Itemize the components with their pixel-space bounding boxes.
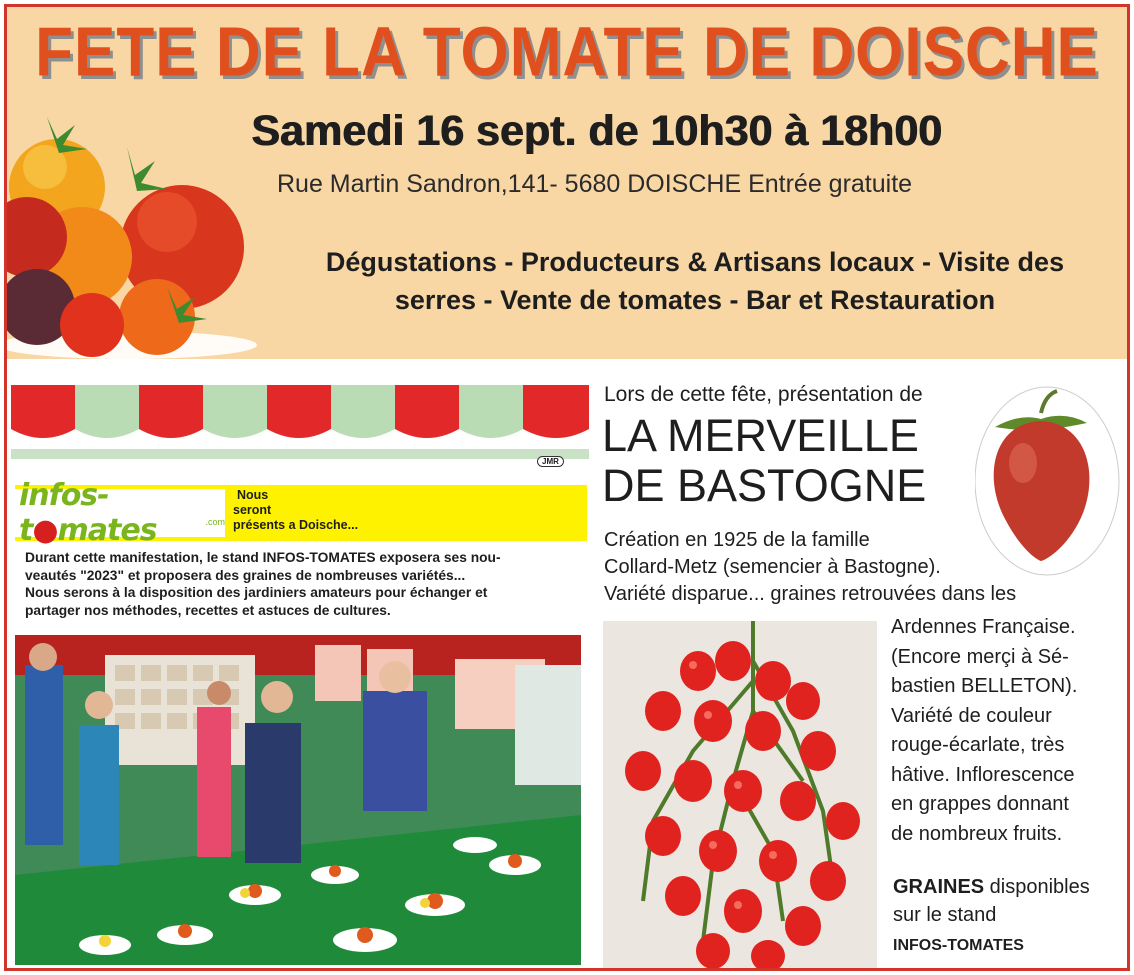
variety-history: Création en 1925 de la famille Collard-Metz (semencier à Bastogne). Variété disparue... graines retrouvées dans les [604,529,1017,605]
event-activities: Dégustations - Producteurs & Artisans locaux - Visite des serres - Vente de tomates - Bar et Restauration [325,247,1065,315]
seeds-availability: GRAINES disponibles sur le stand [893,876,1090,926]
event-title: FETE DE LA TOMATE DE DOISCHE [35,14,1099,92]
jmr-mark: JMR [537,456,564,467]
stand-name: INFOS-TOMATES [893,937,1024,954]
variety-description: Ardennes Française. (Encore merçi à Sé- bastien BELLETON). Variété de couleur rouge-écarlate, très hâtive. Inflorescence en grappes donnant de nombreux fruits. [891,616,1078,845]
variety-title: LA MERVEILLE DE BASTOGNE [602,410,927,511]
stand-photo [15,635,581,965]
presentation-intro: Lors de cette fête, présentation de [604,383,923,406]
event-address: Rue Martin Sandron,141- 5680 DOISCHE Entrée gratuite [277,170,913,198]
tomatoes-illustration [7,97,257,359]
poster-frame [4,4,1130,971]
stand-description: Durant cette manifestation, le stand INFOS-TOMATES exposera ses nou- veautés "2023" et proposera des graines de nombreuses variétés... Nous serons à la disposition des jardiniers amateurs pour échanger et partager nos méthodes, recettes et astuces de cultures. [25,550,501,618]
event-date: Samedi 16 sept. de 10h30 à 18h00 [251,107,942,155]
presence-notice: Nous seront présents a Doische... [233,488,359,532]
tomato-cluster-photo [603,621,877,969]
tomato-dot-icon: ● [32,513,58,548]
striped-awning [11,385,589,467]
header-banner [7,7,1127,359]
infos-tomates-logo: infos-t●mates .com [15,489,225,537]
